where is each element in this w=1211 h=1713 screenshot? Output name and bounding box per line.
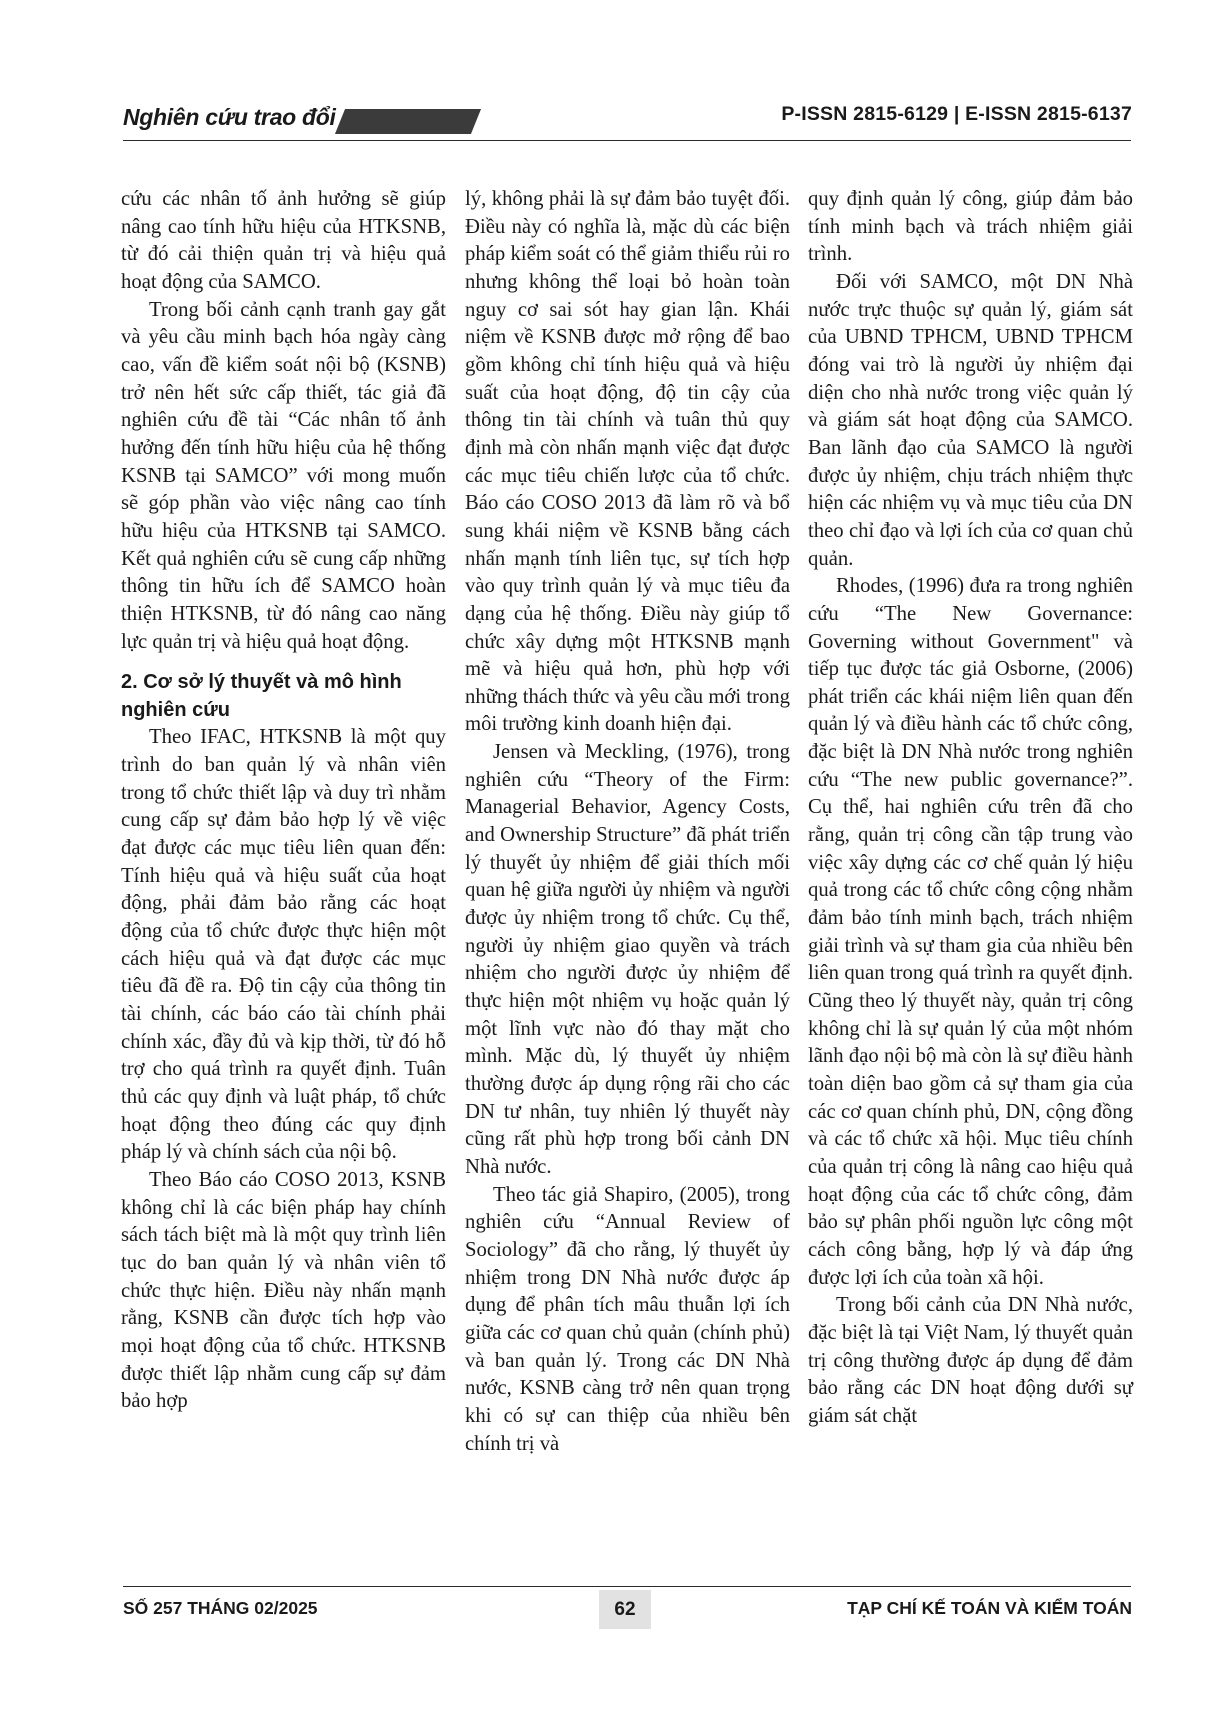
paragraph: Theo Báo cáo COSO 2013, KSNB không chỉ là các biện pháp hay chính sách tách biệt mà là một quy trình liên tục do ban quản lý và nhân viên tổ chức thực hiện. Điều này nhấn mạnh rằng, KSNB cần được tích hợp vào mọi hoạt động của tổ chức. HTKSNB được thiết lập nhằm cung cấp sự đảm bảo hợp — [121, 1168, 446, 1413]
paragraph: lý, không phải là sự đảm bảo tuyệt đối. Điều này có nghĩa là, mặc dù các biện pháp kiểm soát có thể giảm thiểu rủi ro nhưng không thể loại bỏ hoàn toàn nguy cơ sai sót hay gian lận. Khái niệm về KSNB được mở rộng để bao gồm không chỉ tính hiệu quả và hiệu suất của hoạt động, độ tin cậy của thông tin tài chính và tuân thủ quy định mà còn nhấn mạnh việc đạt được các mục tiêu chiến lược của tổ chức. Báo cáo COSO 2013 đã làm rõ và bổ sung khái niệm về KSNB bằng cách nhấn mạnh tính liên tục, sự tích hợp vào quy trình quản lý và mục tiêu đa dạng của hệ thống. Điều này giúp tổ chức xây dựng một HTKSNB mạnh mẽ và hiệu quả hơn, phù hợp với những thách thức và yêu cầu mới trong môi trường kinh doanh hiện đại. — [465, 188, 790, 736]
header-decor-bar — [335, 109, 481, 134]
paragraph: Theo tác giả Shapiro, (2005), trong nghiên cứu “Annual Review of Sociology” đã cho rằng, lý thuyết ủy nhiệm trong DN Nhà nước được áp dụng để phân tích mâu thuẫn lợi ích giữa các cơ quan chủ quản (chính phủ) và ban quản lý. Trong các DN Nhà nước, KSNB càng trở nên quan trọng khi có sự can thiệp của nhiều bên chính trị và — [465, 1183, 790, 1455]
paragraph: Rhodes, (1996) đưa ra trong nghiên cứu “The New Governance: Governing without Government" và tiếp tục được tác giả Osborne, (2006) phát triển các khái niệm liên quan đến quản lý và điều hành các tổ chức công, đặc biệt là DN Nhà nước trong nghiên cứu “The new public governance?”. Cụ thể, hai nghiên cứu trên đã cho rằng, quản trị công cần tập trung vào việc xây dựng các cơ chế quản lý hiệu quả trong các tổ chức công cộng nhằm đảm bảo tính minh bạch, trách nhiệm giải trình và sự tham gia của nhiều bên liên quan trong quá trình ra quyết định. Cũng theo lý thuyết này, quản trị công không chỉ là sự quản lý của một nhóm lãnh đạo nội bộ mà còn là sự điều hành toàn diện bao gồm cả sự tham gia của các cơ quan chính phủ, DN, cộng đồng và các tổ chức xã hội. Mục tiêu chính của quản trị công là nâng cao hiệu quả hoạt động của các tổ chức công, đảm bảo sự phân phối nguồn lực công một cách công bằng, hợp lý và đáp ứng được lợi ích của toàn xã hội. — [808, 575, 1133, 1289]
journal-name: TẠP CHÍ KẾ TOÁN VÀ KIỂM TOÁN — [847, 1598, 1132, 1618]
section-title: Nghiên cứu trao đổi — [123, 104, 336, 130]
paragraph: Jensen và Meckling, (1976), trong nghiên cứu “Theory of the Firm: Managerial Behavior, Agency Costs, and Ownership Structure” đã phát triển lý thuyết ủy nhiệm để giải thích mối quan hệ giữa người ủy nhiệm và người được ủy nhiệm trong tổ chức. Cụ thể, người ủy nhiệm giao quyền và trách nhiệm cho người được ủy nhiệm để thực hiện một nhiệm vụ hoặc quản lý một lĩnh vực nào đó thay mặt cho mình. Mặc dù, lý thuyết ủy nhiệm thường được áp dụng rộng rãi cho các DN tư nhân, tuy nhiên lý thuyết này cũng rất phù hợp trong bối cảnh DN Nhà nước. — [465, 741, 790, 1178]
issue-label: SỐ 257 THÁNG 02/2025 — [123, 1598, 318, 1618]
header-rule — [123, 140, 1131, 141]
page-number: 62 — [599, 1590, 651, 1629]
footer-rule — [123, 1586, 1131, 1587]
paragraph: Đối với SAMCO, một DN Nhà nước trực thuộc sự quản lý, giám sát của UBND TPHCM, UBND TPHCM đóng vai trò là người ủy nhiệm đại diện cho nhà nước trong việc quản lý và giám sát hoạt động của SAMCO. Ban lãnh đạo của SAMCO là người được ủy nhiệm, chịu trách nhiệm thực hiện các nhiệm vụ và mục tiêu của DN theo chỉ đạo và lợi ích của cơ quan chủ quản. — [808, 270, 1133, 570]
column-3 — [808, 186, 1133, 1431]
issn-label: P-ISSN 2815-6129 | E-ISSN 2815-6137 — [781, 103, 1132, 125]
column-2 — [465, 186, 790, 1458]
column-1 — [121, 186, 446, 1416]
section-heading: 2. Cơ sở lý thuyết và mô hình nghiên cứu — [121, 671, 402, 721]
paragraph: Trong bối cảnh của DN Nhà nước, đặc biệt là tại Việt Nam, lý thuyết quản trị công thường được áp dụng để đảm bảo rằng các DN hoạt động dưới sự giám sát chặt — [808, 1294, 1133, 1427]
paragraph: quy định quản lý công, giúp đảm bảo tính minh bạch và trách nhiệm giải trình. — [808, 188, 1133, 266]
paragraph: Trong bối cảnh cạnh tranh gay gắt và yêu cầu minh bạch hóa ngày càng cao, vấn đề kiểm soát nội bộ (KSNB) trở nên hết sức cấp thiết, tác giả đã nghiên cứu đề tài “Các nhân tố ảnh hưởng đến tính hữu hiệu của hệ thống KSNB tại SAMCO” với mong muốn sẽ góp phần vào việc nâng cao tính hữu hiệu của HTKSNB tại SAMCO. Kết quả nghiên cứu sẽ cung cấp những thông tin hữu ích để SAMCO hoàn thiện HTKSNB, từ đó nâng cao năng lực quản trị và hiệu quả hoạt động. — [121, 298, 446, 653]
paragraph: Theo IFAC, HTKSNB là một quy trình do ban quản lý và nhân viên trong tổ chức thiết lập và duy trì nhằm cung cấp sự đảm bảo hợp lý về việc đạt được các mục tiêu liên quan đến: Tính hiệu quả và hiệu suất của hoạt động, phải đảm bảo rằng các hoạt động của tổ chức được thực hiện một cách hiệu quả và đạt được các mục tiêu đã đề ra. Độ tin cậy của thông tin tài chính, các báo cáo tài chính phải chính xác, đầy đủ và kịp thời, từ đó hỗ trợ cho quá trình ra quyết định. Tuân thủ các quy định và luật pháp, tổ chức hoạt động theo đúng các quy định pháp lý và chính sách của nội bộ. — [121, 726, 446, 1164]
paragraph: cứu các nhân tố ảnh hưởng sẽ giúp nâng cao tính hữu hiệu của HTKSNB, từ đó cải thiện quản trị và hiệu quả hoạt động của SAMCO. — [121, 188, 446, 293]
